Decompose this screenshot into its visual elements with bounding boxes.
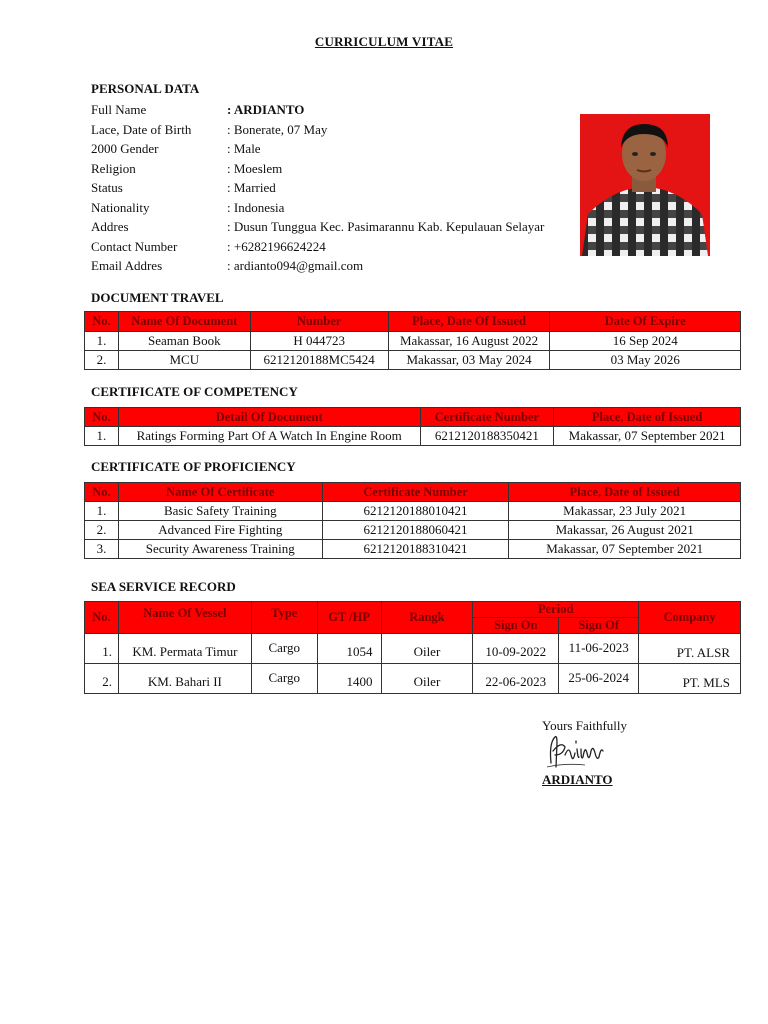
table-cell: 6212120188MC5424 <box>250 351 388 370</box>
personal-row-contact <box>91 237 581 257</box>
table-cell: Seaman Book <box>118 332 250 351</box>
table-cell: 1400 <box>317 664 381 694</box>
table-cell: Oiler <box>381 664 473 694</box>
personal-label: Full Name <box>91 102 147 117</box>
table-cell: 3. <box>85 540 119 559</box>
table-cell: Makassar, 16 August 2022 <box>388 332 550 351</box>
table-cell: 6212120188350421 <box>420 427 554 446</box>
table-header-row <box>85 483 741 502</box>
column-header: Name Of Certificate <box>118 483 322 502</box>
profile-photo <box>580 114 710 256</box>
proficiency-heading: CERTIFICATE OF PROFICIENCY <box>91 459 296 474</box>
personal-data-heading: PERSONAL DATA <box>91 81 200 96</box>
signature <box>545 733 607 777</box>
table-cell: 25-06-2024 <box>559 664 639 694</box>
table-cell: PT. ALSR <box>639 634 741 664</box>
personal-label: Status <box>91 180 123 195</box>
table-header-row <box>85 312 741 332</box>
column-header: Place, Date of Issued <box>509 483 741 502</box>
table-row <box>85 351 741 370</box>
table-cell: Ratings Forming Part Of A Watch In Engine Room <box>118 427 420 446</box>
personal-value: : ARDIANTO <box>227 102 305 117</box>
column-header: No. <box>85 312 119 332</box>
personal-label: Email Addres <box>91 258 163 273</box>
table-cell: Basic Safety Training <box>118 502 322 521</box>
table-cell: Makassar, 03 May 2024 <box>388 351 550 370</box>
column-header: Company <box>639 602 741 634</box>
table-cell: 6212120188060421 <box>322 521 509 540</box>
proficiency-table <box>84 482 741 559</box>
personal-row-religion <box>91 159 581 179</box>
column-header: Name Of Document <box>118 312 250 332</box>
personal-value: : +6282196624224 <box>227 238 326 254</box>
personal-value: : Dusun Tunggua Kec. Pasimarannu Kab. Kepulauan Selayar <box>227 219 545 234</box>
personal-row-address <box>91 217 581 237</box>
table-cell: 16 Sep 2024 <box>550 332 741 351</box>
signature-graphic <box>545 733 607 773</box>
table-header-row <box>85 602 741 618</box>
column-header: No. <box>85 408 119 427</box>
table-cell: Makassar, 26 August 2021 <box>509 521 741 540</box>
table-cell: 2. <box>85 521 119 540</box>
table-row <box>85 664 741 694</box>
table-row <box>85 634 741 664</box>
signer-name: ARDIANTO <box>542 772 613 787</box>
personal-label: Contact Number <box>91 238 178 254</box>
column-header: Sign On <box>473 618 559 634</box>
column-header: Date Of Expire <box>550 312 741 332</box>
column-header: No. <box>85 602 119 634</box>
competency-heading: CERTIFICATE OF COMPETENCY <box>91 384 298 399</box>
column-header: Certificate Number <box>322 483 509 502</box>
document-travel-heading: DOCUMENT TRAVEL <box>91 290 224 305</box>
table-row <box>85 540 741 559</box>
personal-value: : Bonerate, 07 May <box>227 121 328 137</box>
table-cell: 03 May 2026 <box>550 351 741 370</box>
personal-value: : Married <box>227 180 276 195</box>
table-cell: 2. <box>85 664 119 694</box>
table-row <box>85 521 741 540</box>
table-cell: 6212120188010421 <box>322 502 509 521</box>
column-header: Rangk <box>381 602 473 634</box>
table-cell: PT. MLS <box>639 664 741 694</box>
table-cell: 1. <box>85 427 119 446</box>
personal-row-email <box>91 256 581 276</box>
personal-row-status <box>91 178 581 198</box>
table-cell: Security Awareness Training <box>118 540 322 559</box>
table-header-row <box>85 408 741 427</box>
personal-value: : Indonesia <box>227 199 285 215</box>
personal-value: : ardianto094@gmail.com <box>227 258 364 273</box>
table-cell: H 044723 <box>250 332 388 351</box>
table-cell: Cargo <box>251 634 317 664</box>
personal-label: Religion <box>91 160 136 176</box>
table-row <box>85 427 741 446</box>
table-cell: MCU <box>118 351 250 370</box>
column-header: Type <box>251 602 317 634</box>
column-header: Name Of Vessel <box>118 602 251 634</box>
table-cell: 2. <box>85 351 119 370</box>
table-cell: KM. Bahari II <box>118 664 251 694</box>
personal-label: 2000 Gender <box>91 141 159 156</box>
table-cell: 6212120188310421 <box>322 540 509 559</box>
column-header: Sign Of <box>559 618 639 634</box>
personal-label: Lace, Date of Birth <box>91 121 192 137</box>
column-header: Detail Of Document <box>118 408 420 427</box>
table-cell: Makassar, 07 September 2021 <box>554 427 741 446</box>
sea-service-heading: SEA SERVICE RECORD <box>91 579 236 594</box>
personal-row-full-name <box>91 100 581 120</box>
personal-label: Addres <box>91 219 129 234</box>
competency-table <box>84 407 741 446</box>
table-cell: Advanced Fire Fighting <box>118 521 322 540</box>
table-cell: 1054 <box>317 634 381 664</box>
closing-greeting: Yours Faithfully <box>542 718 628 733</box>
personal-row-nationality <box>91 198 581 218</box>
column-header: Period <box>473 602 639 618</box>
table-cell: 22-06-2023 <box>473 664 559 694</box>
table-cell: Oiler <box>381 634 473 664</box>
column-header: GT /HP <box>317 602 381 634</box>
document-title: CURRICULUM VITAE <box>314 34 454 49</box>
table-cell: Makassar, 23 July 2021 <box>509 502 741 521</box>
column-header: No. <box>85 483 119 502</box>
document-travel-table <box>84 311 741 370</box>
personal-data-list <box>91 100 581 276</box>
personal-row-birth <box>91 120 581 140</box>
table-cell: 11-06-2023 <box>559 634 639 664</box>
sea-service-table <box>84 601 741 694</box>
column-header: Number <box>250 312 388 332</box>
table-cell: KM. Permata Timur <box>118 634 251 664</box>
personal-value: : Moeslem <box>227 160 283 176</box>
column-header: Place, Date of Issued <box>554 408 741 427</box>
table-cell: 10-09-2022 <box>473 634 559 664</box>
table-cell: 1. <box>85 634 119 664</box>
personal-row-gender <box>91 139 581 159</box>
profile-photo-illustration <box>580 114 710 256</box>
table-cell: 1. <box>85 502 119 521</box>
table-cell: Cargo <box>251 664 317 694</box>
table-row <box>85 502 741 521</box>
table-cell: Makassar, 07 September 2021 <box>509 540 741 559</box>
column-header: Place, Date Of Issued <box>388 312 550 332</box>
table-cell: 1. <box>85 332 119 351</box>
personal-value: : Male <box>227 141 261 156</box>
column-header: Certificate Number <box>420 408 554 427</box>
personal-label: Nationality <box>91 199 150 215</box>
table-row <box>85 332 741 351</box>
